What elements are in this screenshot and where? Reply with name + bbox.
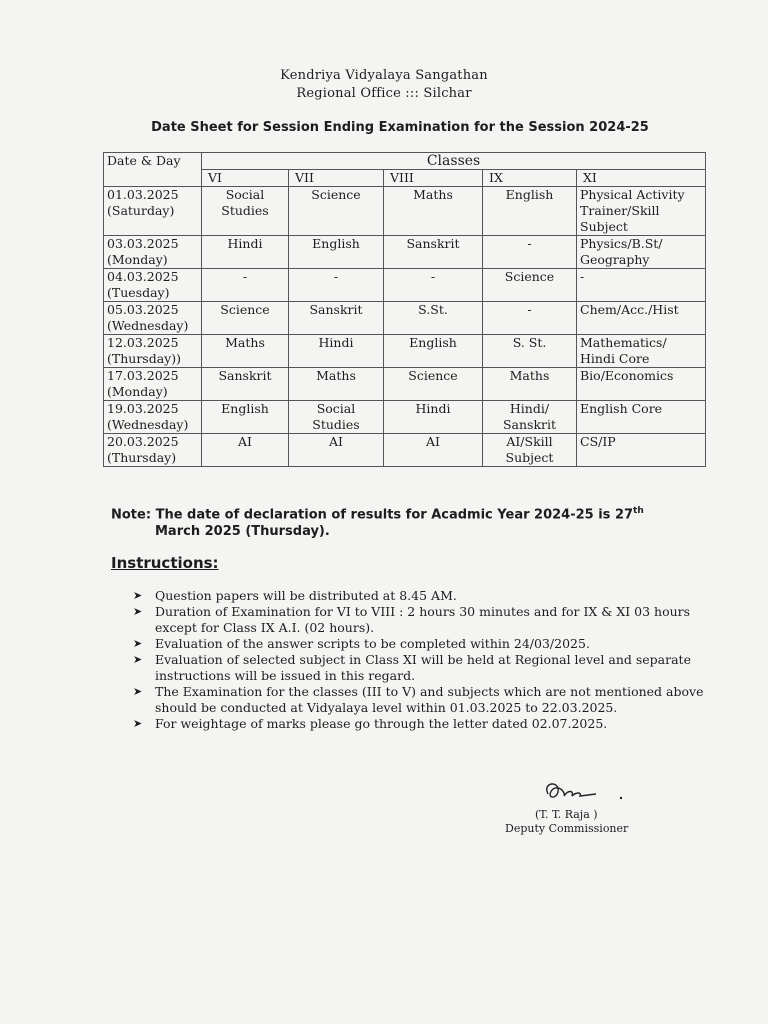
subject-cell: Hindi bbox=[202, 236, 289, 269]
subject-cell: - bbox=[384, 269, 483, 302]
subject-cell: Maths bbox=[483, 368, 577, 401]
instruction-text: The Examination for the classes (III to V) and subjects which are not mentioned above should be conducted at Vidyalaya level within 01.03.2025 to 22.03.2025. bbox=[155, 684, 704, 715]
subject-cell: English bbox=[289, 236, 384, 269]
subject-cell: AI/Skill Subject bbox=[483, 434, 577, 467]
instructions-list bbox=[133, 588, 713, 732]
subject-cell: Sanskrit bbox=[289, 302, 384, 335]
date-cell bbox=[104, 187, 202, 236]
table-row bbox=[104, 187, 706, 236]
exam-date: 17.03.2025 bbox=[107, 368, 179, 383]
table-row bbox=[104, 335, 706, 368]
exam-day: (Saturday) bbox=[107, 203, 175, 218]
subject-cell: Hindi bbox=[384, 401, 483, 434]
exam-date: 05.03.2025 bbox=[107, 302, 179, 317]
classes-header: Classes bbox=[202, 153, 706, 170]
exam-day: (Thursday)) bbox=[107, 351, 181, 366]
date-cell bbox=[104, 302, 202, 335]
instruction-item bbox=[133, 604, 713, 636]
instruction-text: For weightage of marks please go through the letter dated 02.07.2025. bbox=[155, 716, 608, 731]
exam-date: 04.03.2025 bbox=[107, 269, 179, 284]
class-column-header: IX bbox=[483, 170, 577, 187]
subject-cell: Hindi bbox=[289, 335, 384, 368]
signatory-designation: Deputy Commissioner bbox=[505, 822, 629, 835]
table-row bbox=[104, 302, 706, 335]
subject-cell: - bbox=[577, 269, 706, 302]
exam-day: (Monday) bbox=[107, 252, 168, 267]
note-superscript: th bbox=[633, 506, 644, 516]
document-title: Date Sheet for Session Ending Examination for the Session 2024-25 bbox=[151, 120, 649, 135]
subject-cell: Science bbox=[202, 302, 289, 335]
note-text: The date of declaration of results for Acadmic Year 2024-25 is 27 bbox=[155, 507, 634, 523]
date-cell bbox=[104, 236, 202, 269]
instruction-item bbox=[133, 588, 713, 604]
subject-cell: Sanskrit bbox=[202, 368, 289, 401]
subject-cell: Mathematics/ Hindi Core bbox=[577, 335, 706, 368]
date-cell bbox=[104, 401, 202, 434]
table-row bbox=[104, 269, 706, 302]
class-column-header: XI bbox=[577, 170, 706, 187]
table-row bbox=[104, 236, 706, 269]
class-column-header: VI bbox=[202, 170, 289, 187]
class-column-header: VII bbox=[289, 170, 384, 187]
exam-date: 19.03.2025 bbox=[107, 401, 179, 416]
exam-date: 01.03.2025 bbox=[107, 187, 179, 202]
subject-cell: AI bbox=[384, 434, 483, 467]
arrowhead-icon: ➤ bbox=[133, 637, 143, 650]
instruction-item bbox=[133, 684, 713, 716]
subject-cell: Bio/Economics bbox=[577, 368, 706, 401]
subject-cell: Hindi/ Sanskrit bbox=[483, 401, 577, 434]
note-label: Note: bbox=[111, 507, 152, 523]
org-name: Kendriya Vidyalaya Sangathan bbox=[280, 68, 488, 83]
subject-cell: Social Studies bbox=[289, 401, 384, 434]
subject-cell: S.St. bbox=[384, 302, 483, 335]
instruction-item bbox=[133, 716, 713, 732]
table-row bbox=[104, 368, 706, 401]
date-cell bbox=[104, 434, 202, 467]
class-column-header: VIII bbox=[384, 170, 483, 187]
subject-cell: Chem/Acc./Hist bbox=[577, 302, 706, 335]
arrowhead-icon: ➤ bbox=[133, 605, 143, 618]
subject-cell: Science bbox=[384, 368, 483, 401]
arrowhead-icon: ➤ bbox=[133, 589, 143, 602]
date-cell bbox=[104, 368, 202, 401]
subject-cell: AI bbox=[289, 434, 384, 467]
subject-cell: - bbox=[289, 269, 384, 302]
subject-cell: - bbox=[202, 269, 289, 302]
instruction-item bbox=[133, 636, 713, 652]
date-cell bbox=[104, 269, 202, 302]
arrowhead-icon: ➤ bbox=[133, 717, 143, 730]
subject-cell: Physics/B.St/ Geography bbox=[577, 236, 706, 269]
exam-day: (Tuesday) bbox=[107, 285, 170, 300]
instruction-item bbox=[133, 652, 713, 684]
instructions-heading: Instructions: bbox=[111, 554, 219, 572]
subject-cell: AI bbox=[202, 434, 289, 467]
date-sheet-table bbox=[103, 152, 706, 467]
subject-cell: Science bbox=[289, 187, 384, 236]
exam-day: (Wednesday) bbox=[107, 417, 189, 432]
subject-cell: - bbox=[483, 302, 577, 335]
subject-cell: English bbox=[384, 335, 483, 368]
subject-cell: English bbox=[483, 187, 577, 236]
table-row bbox=[104, 434, 706, 467]
instruction-text: Evaluation of selected subject in Class XI will be held at Regional level and separate instructions will be issued in this regard. bbox=[155, 652, 691, 683]
arrowhead-icon: ➤ bbox=[133, 653, 143, 666]
exam-day: (Monday) bbox=[107, 384, 168, 399]
instruction-text: Duration of Examination for VI to VIII : 2 hours 30 minutes and for IX & XI 03 hours except for Class IX A.I. (02 hours). bbox=[155, 604, 691, 635]
date-cell bbox=[104, 335, 202, 368]
subject-cell: Social Studies bbox=[202, 187, 289, 236]
exam-day: (Wednesday) bbox=[107, 318, 189, 333]
subject-cell: English Core bbox=[577, 401, 706, 434]
subject-cell: Maths bbox=[289, 368, 384, 401]
instruction-text: Question papers will be distributed at 8.45 AM. bbox=[155, 588, 457, 603]
note-text-line2: March 2025 (Thursday). bbox=[155, 524, 330, 540]
signatory-name: (T. T. Raja ) bbox=[535, 808, 598, 821]
exam-date: 12.03.2025 bbox=[107, 335, 179, 350]
subject-cell: S. St. bbox=[483, 335, 577, 368]
subject-cell: Science bbox=[483, 269, 577, 302]
exam-date: 20.03.2025 bbox=[107, 434, 179, 449]
results-note bbox=[111, 503, 691, 540]
arrowhead-icon: ➤ bbox=[133, 685, 143, 698]
table-row bbox=[104, 401, 706, 434]
subject-cell: English bbox=[202, 401, 289, 434]
subject-cell: - bbox=[483, 236, 577, 269]
instruction-text: Evaluation of the answer scripts to be completed within 24/03/2025. bbox=[155, 636, 590, 651]
office-name: Regional Office ::: Silchar bbox=[296, 86, 472, 101]
date-day-header: Date & Day bbox=[104, 153, 202, 187]
subject-cell: Sanskrit bbox=[384, 236, 483, 269]
subject-cell: Maths bbox=[384, 187, 483, 236]
subject-cell: Maths bbox=[202, 335, 289, 368]
exam-day: (Thursday) bbox=[107, 450, 177, 465]
subject-cell: CS/IP bbox=[577, 434, 706, 467]
exam-date: 03.03.2025 bbox=[107, 236, 179, 251]
subject-cell: Physical Activity Trainer/Skill Subject bbox=[577, 187, 706, 236]
